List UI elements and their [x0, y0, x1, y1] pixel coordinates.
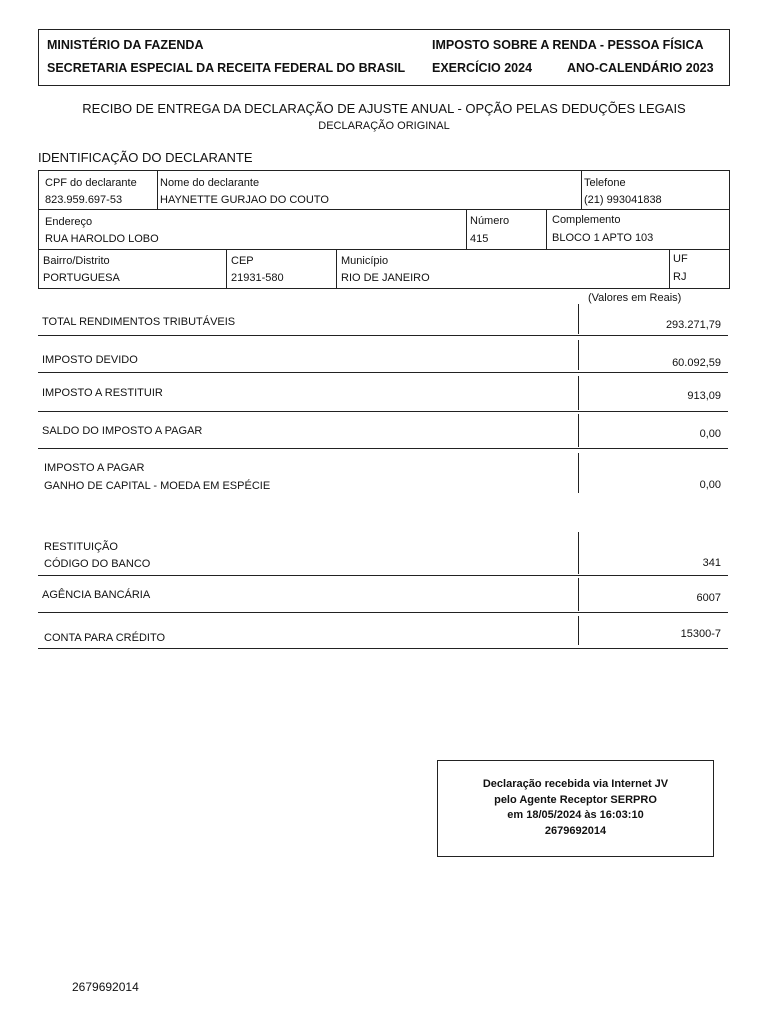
tax-due-value: 60.092,59: [672, 357, 721, 369]
cpf-label: CPF do declarante: [45, 177, 137, 189]
secretariat-name: SECRETARIA ESPECIAL DA RECEITA FEDERAL DO BRASIL: [47, 61, 406, 75]
bank-code-value: 341: [702, 557, 721, 569]
receipt-line-4: 2679692014: [544, 824, 607, 837]
capital-gain-label: GANHO DE CAPITAL - MOEDA EM ESPÉCIE: [44, 480, 271, 492]
refund-value: 913,09: [687, 390, 721, 402]
agency-value: 6007: [696, 592, 721, 604]
bank-code-label: CÓDIGO DO BANCO: [44, 558, 151, 570]
address-value: RUA HAROLDO LOBO: [45, 233, 159, 245]
number-value: 415: [470, 233, 489, 245]
identification-title: IDENTIFICAÇÃO DO DECLARANTE: [38, 150, 253, 165]
cep-label: CEP: [231, 255, 254, 267]
uf-value: RJ: [673, 271, 687, 283]
complement-value: BLOCO 1 APTO 103: [552, 232, 654, 244]
tax-name: IMPOSTO SOBRE A RENDA - PESSOA FÍSICA: [432, 38, 704, 52]
account-value: 15300-7: [680, 628, 721, 640]
refund-label: IMPOSTO A RESTITUIR: [42, 387, 163, 399]
balance-label: SALDO DO IMPOSTO A PAGAR: [42, 425, 203, 437]
document-subtitle: DECLARAÇÃO ORIGINAL: [318, 120, 450, 132]
restitution-title: RESTITUIÇÃO: [44, 541, 118, 553]
district-value: PORTUGUESA: [43, 272, 120, 284]
receipt-box: [437, 760, 714, 857]
ministry-name: MINISTÉRIO DA FAZENDA: [47, 38, 204, 52]
balance-value: 0,00: [699, 428, 721, 440]
tax-payable-label: IMPOSTO A PAGAR: [44, 462, 145, 474]
number-label: Número: [470, 215, 510, 227]
receipt-line-3: em 18/05/2024 às 16:03:10: [507, 809, 644, 821]
capital-gain-value: 0,00: [699, 479, 721, 491]
city-value: RIO DE JANEIRO: [341, 272, 430, 284]
currency-note: (Valores em Reais): [588, 292, 682, 304]
cpf-value: 823.959.697-53: [45, 194, 123, 206]
city-label: Município: [341, 255, 389, 267]
total-income-value: 293.271,79: [665, 319, 721, 331]
exercise-year: EXERCÍCIO 2024: [432, 61, 533, 75]
total-income-label: TOTAL RENDIMENTOS TRIBUTÁVEIS: [42, 316, 236, 328]
district-label: Bairro/Distrito: [43, 255, 110, 267]
receipt-line-1: Declaração recebida via Internet JV: [482, 778, 669, 790]
footer-code: 2679692014: [72, 980, 139, 994]
header-box: [38, 29, 730, 86]
address-label: Endereço: [45, 216, 93, 228]
identification-table: [38, 170, 730, 289]
phone-label: Telefone: [584, 177, 626, 189]
account-label: CONTA PARA CRÉDITO: [44, 632, 166, 644]
tax-due-label: IMPOSTO DEVIDO: [42, 354, 138, 366]
calendar-year: ANO-CALENDÁRIO 2023: [567, 61, 714, 75]
uf-label: UF: [673, 253, 688, 265]
cep-value: 21931-580: [231, 272, 284, 284]
agency-label: AGÊNCIA BANCÁRIA: [42, 589, 151, 601]
complement-label: Complemento: [552, 214, 621, 226]
receipt-line-2: pelo Agente Receptor SERPRO: [494, 793, 657, 806]
phone-value: (21) 993041838: [584, 194, 662, 206]
name-value: HAYNETTE GURJAO DO COUTO: [160, 194, 329, 206]
name-label: Nome do declarante: [160, 177, 260, 189]
document-title: RECIBO DE ENTREGA DA DECLARAÇÃO DE AJUSTE ANUAL - OPÇÃO PELAS DEDUÇÕES LEGAIS: [82, 101, 686, 116]
